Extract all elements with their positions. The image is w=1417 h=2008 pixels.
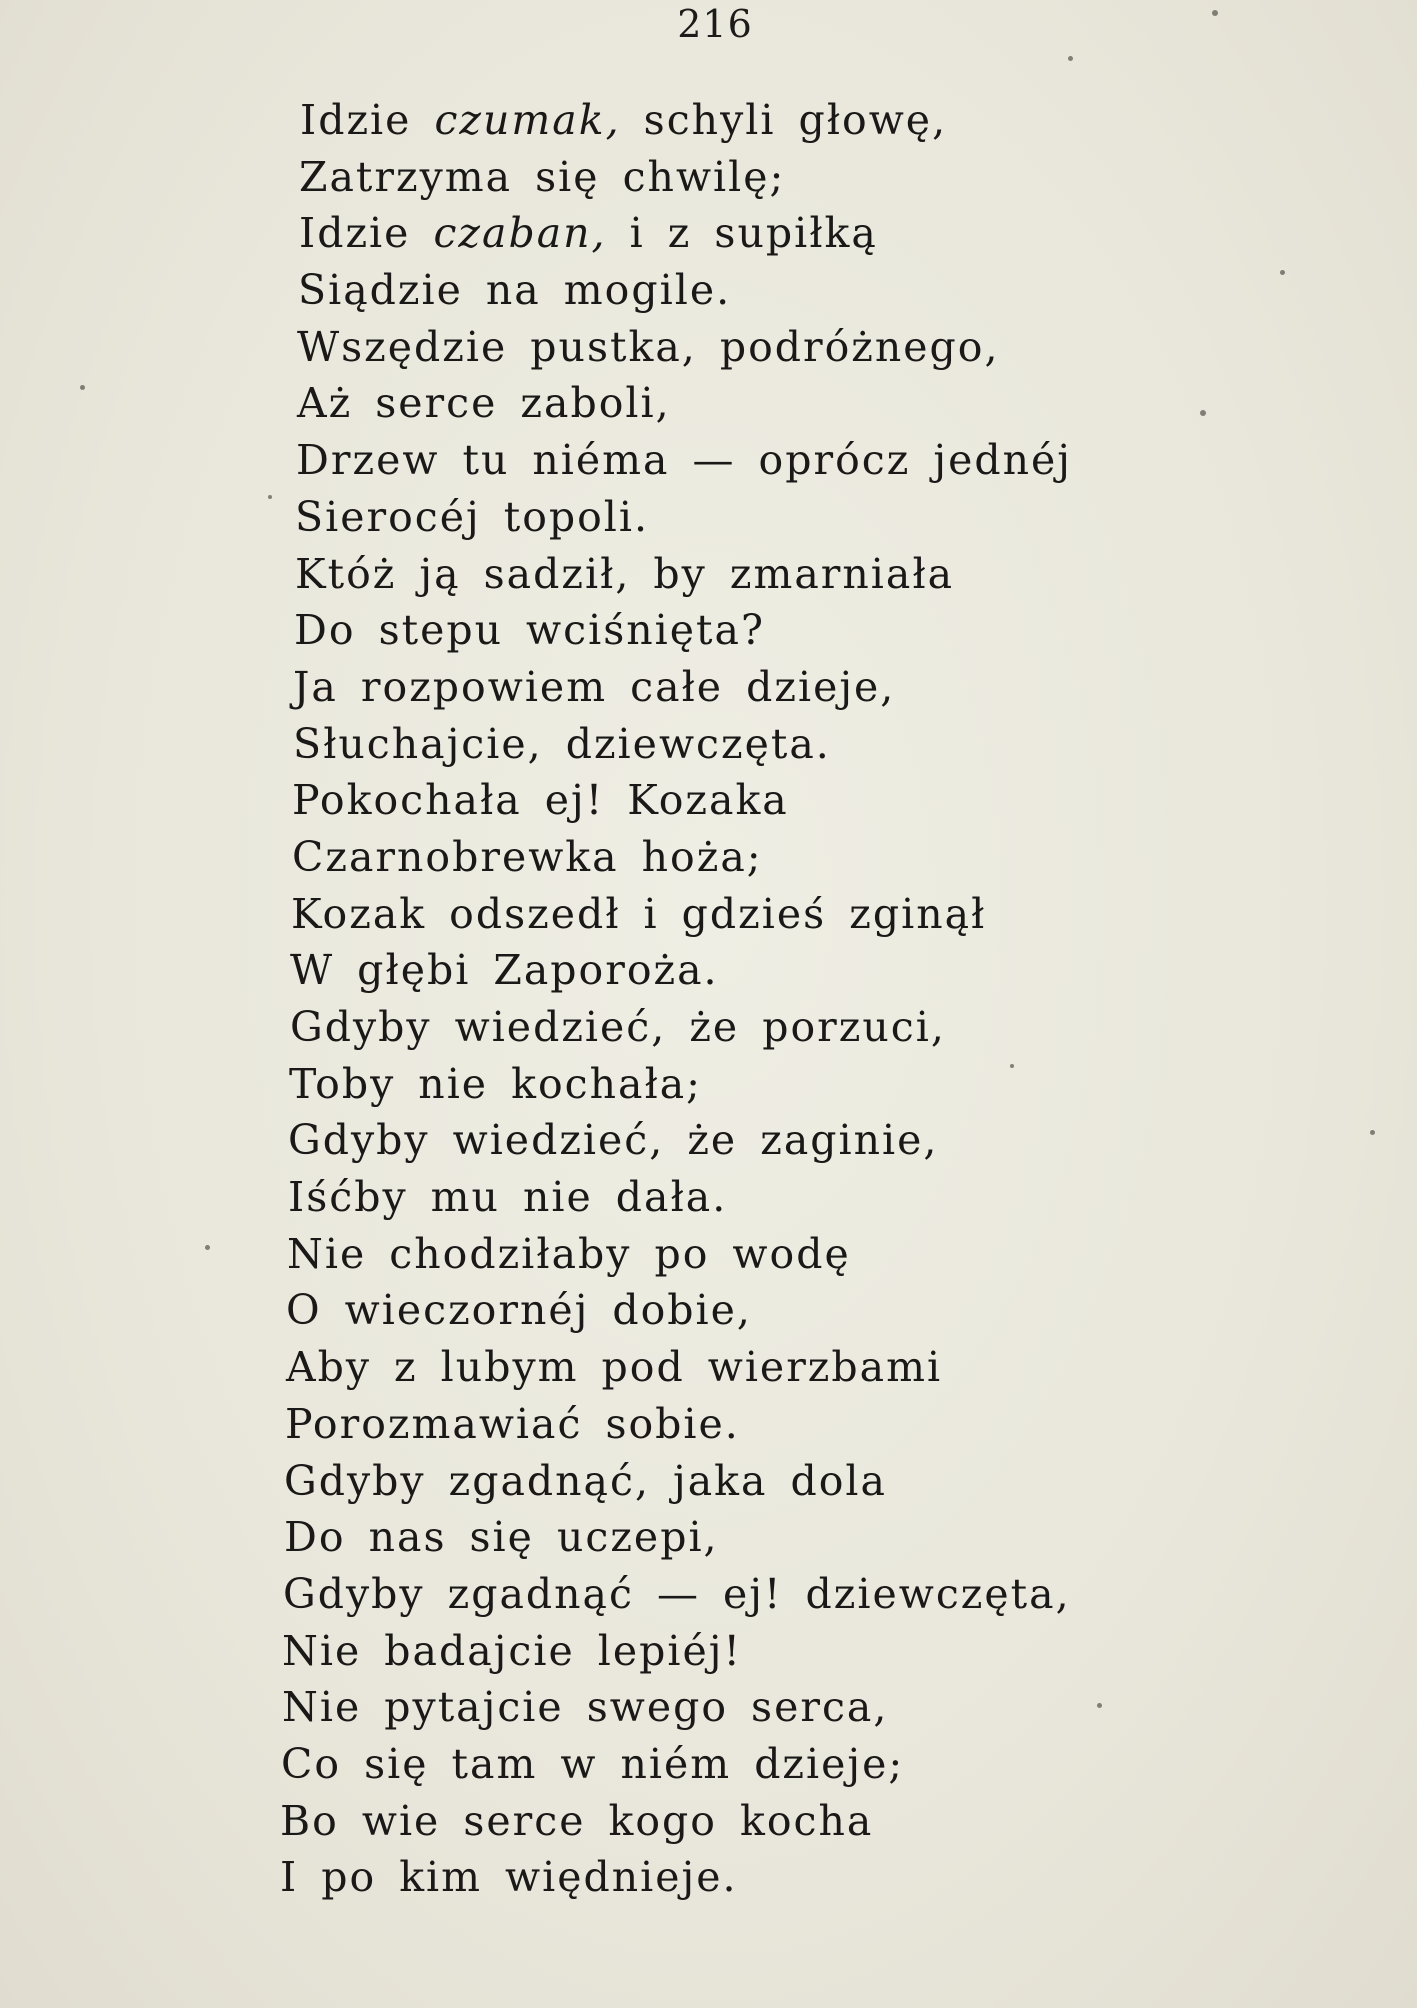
line-text: Kozak odszedł i gdzieś zginął <box>291 889 987 938</box>
line-text: I po kim więdnieje. <box>280 1853 738 1902</box>
paper-speck <box>1068 56 1073 61</box>
line-text: Któż ją sadził, by zmarniała <box>295 549 955 598</box>
poem-line <box>287 1226 1072 1283</box>
poem-line <box>285 1396 1072 1453</box>
poem-line <box>291 886 1072 943</box>
poem-line <box>286 1282 1072 1339</box>
poem-line <box>288 1169 1072 1226</box>
paper-speck <box>1010 1064 1014 1068</box>
paper-speck <box>1212 10 1218 16</box>
paper-speck <box>80 385 85 390</box>
line-text: Gdyby zgadnąć, jaka dola <box>284 1456 887 1505</box>
poem-line <box>286 1339 1072 1396</box>
line-text: Do stepu wciśnięta? <box>294 606 765 655</box>
line-text: Co się tam w niém dzieje; <box>281 1739 905 1788</box>
line-text: Pokochała ej! Kozaka <box>292 776 789 825</box>
poem-line <box>299 149 1072 206</box>
poem-line <box>297 375 1072 432</box>
poem-line <box>293 716 1072 773</box>
poem-line <box>295 546 1072 603</box>
line-text: Aby z lubym pod wierzbami <box>286 1343 943 1392</box>
poem-line <box>295 489 1072 546</box>
poem-text <box>280 92 1072 1906</box>
page-number: 216 <box>677 2 753 46</box>
poem-line <box>293 659 1072 716</box>
line-text: Aż serce zaboli, <box>297 379 671 428</box>
poem-line <box>290 999 1072 1056</box>
line-text: Zatrzyma się chwilę; <box>299 152 786 201</box>
line-text: Bo wie serce kogo kocha <box>280 1796 874 1845</box>
italic-word: czumak, <box>434 96 621 144</box>
line-text: Do nas się uczepi, <box>284 1513 719 1562</box>
line-text: Toby nie kochała; <box>289 1059 702 1108</box>
paper-speck <box>1200 410 1206 416</box>
line-text: Sierocéj topoli. <box>295 492 650 541</box>
line-text: Drzew tu niéma — oprócz jednéj <box>296 436 1072 485</box>
paper-speck <box>1097 1703 1102 1708</box>
poem-line <box>284 1453 1072 1510</box>
line-text: Nie badajcie lepiéj! <box>282 1626 742 1675</box>
poem-line <box>280 1793 1072 1850</box>
line-text: Słuchajcie, dziewczęta. <box>293 719 831 768</box>
line-text: Nie pytajcie swego serca, <box>282 1683 889 1732</box>
poem-line <box>294 602 1072 659</box>
poem-line <box>280 1849 1072 1906</box>
poem-line <box>288 1112 1072 1169</box>
poem-line <box>284 1509 1072 1566</box>
paper-speck <box>268 495 272 499</box>
poem-line <box>290 942 1072 999</box>
poem-line <box>297 319 1072 376</box>
poem-line <box>299 205 1072 262</box>
poem-line <box>281 1736 1072 1793</box>
italic-word: czaban, <box>433 209 607 258</box>
poem-line <box>300 92 1072 149</box>
line-text: Ja rozpowiem całe dzieje, <box>293 662 896 711</box>
line-text: Nie chodziłaby po wodę <box>287 1229 851 1278</box>
line-text: Idzie <box>299 209 434 258</box>
poem-line <box>282 1679 1072 1736</box>
poem-line <box>298 262 1072 319</box>
poem-line <box>289 1056 1072 1113</box>
line-text: Gdyby wiedzieć, że porzuci, <box>290 1003 946 1051</box>
line-text: schyli głowę, <box>620 96 948 144</box>
paper-speck <box>205 1245 210 1250</box>
line-text: O wieczornéj dobie, <box>286 1286 752 1335</box>
line-text: Porozmawiać sobie. <box>285 1399 740 1448</box>
line-text: Siądzie na mogile. <box>298 266 732 315</box>
line-text: Iśćby mu nie dała. <box>288 1173 728 1222</box>
line-text: i z supiłką <box>606 209 878 258</box>
line-text: Gdyby wiedzieć, że zaginie, <box>288 1116 939 1165</box>
poem-line <box>296 432 1072 489</box>
poem-line <box>283 1566 1072 1623</box>
paper-speck <box>1280 270 1285 275</box>
line-text: Gdyby zgadnąć — ej! dziewczęta, <box>283 1569 1071 1618</box>
line-text: W głębi Zaporoża. <box>290 946 719 995</box>
poem-line <box>292 772 1072 829</box>
poem-line <box>282 1623 1072 1680</box>
paper-speck <box>1370 1130 1375 1135</box>
line-text: Idzie <box>300 96 435 144</box>
poem-line <box>292 829 1072 886</box>
line-text: Czarnobrewka hoża; <box>292 832 763 881</box>
line-text: Wszędzie pustka, podróżnego, <box>297 322 1000 371</box>
